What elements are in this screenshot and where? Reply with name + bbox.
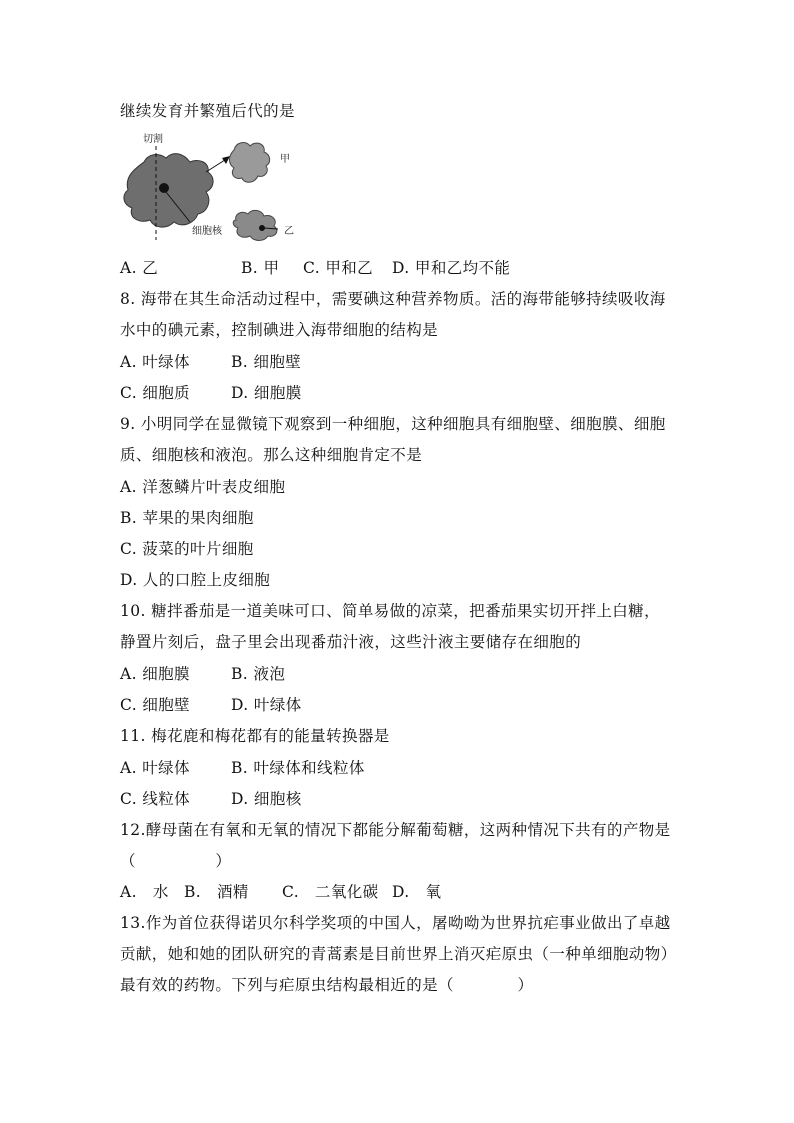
nucleus bbox=[159, 183, 169, 193]
cell-diagram bbox=[118, 132, 308, 244]
q13-line1: 13.作为首位获得诺贝尔科学奖项的中国人，屠呦呦为世界抗疟事业做出了卓越 bbox=[120, 914, 671, 932]
q7-option-c: C. 甲和乙 bbox=[303, 259, 374, 277]
q11-option-a: A. 叶绿体 bbox=[120, 759, 190, 777]
cell-b bbox=[233, 210, 277, 240]
q13-line2: 贡献，她和她的团队研究的青蒿素是目前世界上消灭疟原虫（一种单细胞动物） bbox=[120, 945, 677, 963]
q9-option-b: B. 苹果的果肉细胞 bbox=[120, 509, 254, 527]
label-nucleus: 细胞核 bbox=[192, 226, 222, 237]
q9-option-c: C. 菠菜的叶片细胞 bbox=[120, 540, 254, 558]
q12-line2: （ ） bbox=[120, 852, 232, 870]
q11-option-b: B. 叶绿体和线粒体 bbox=[231, 759, 365, 777]
q8-line2: 水中的碘元素，控制碘进入海带细胞的结构是 bbox=[120, 321, 439, 339]
q11-line1: 11. 梅花鹿和梅花都有的能量转换器是 bbox=[120, 727, 390, 745]
q8-option-c: C. 细胞质 bbox=[120, 384, 191, 402]
q12-option-b: B. 酒精 bbox=[184, 883, 249, 901]
q12-option-a: A. 水 bbox=[120, 883, 169, 901]
q7-option-a: A. 乙 bbox=[120, 259, 159, 277]
cell-cutting-figure bbox=[118, 132, 308, 244]
q10-line1: 10. 糖拌番茄是一道美味可口、简单易做的凉菜，把番茄果实切开拌上白糖， bbox=[120, 602, 660, 620]
q10-option-b: B. 液泡 bbox=[231, 665, 286, 683]
q9-line2: 质、细胞核和液泡。那么这种细胞肯定不是 bbox=[120, 446, 423, 464]
q9-line1: 9. 小明同学在显微镜下观察到一种细胞，这种细胞具有细胞壁、细胞膜、细胞 bbox=[120, 415, 666, 433]
q12-line1: 12.酵母菌在有氧和无氧的情况下都能分解葡萄糖，这两种情况下共有的产物是 bbox=[120, 821, 671, 839]
q10-option-d: D. 叶绿体 bbox=[231, 696, 302, 714]
q12-option-c: C. 二氧化碳 bbox=[282, 883, 379, 901]
label-cut: 切割 bbox=[143, 134, 163, 145]
q7-option-b: B. 甲 bbox=[241, 259, 280, 277]
q10-option-a: A. 细胞膜 bbox=[120, 665, 190, 683]
q9-option-d: D. 人的口腔上皮细胞 bbox=[120, 571, 271, 589]
q13-line3: 最有效的药物。下列与疟原虫结构最相近的是（ ） bbox=[120, 976, 534, 994]
label-b: 乙 bbox=[284, 226, 294, 237]
q10-option-c: C. 细胞壁 bbox=[120, 696, 191, 714]
q8-option-b: B. 细胞壁 bbox=[231, 353, 302, 371]
q12-option-d: D. 氧 bbox=[392, 883, 442, 901]
cell-a bbox=[230, 143, 270, 183]
q7-stem: 继续发育并繁殖后代的是 bbox=[120, 102, 295, 120]
label-a: 甲 bbox=[280, 154, 290, 165]
q11-option-c: C. 线粒体 bbox=[120, 790, 191, 808]
arrow-head bbox=[222, 156, 230, 164]
q7-option-d: D. 甲和乙均不能 bbox=[392, 259, 511, 277]
q8-option-d: D. 细胞膜 bbox=[231, 384, 302, 402]
q9-option-a: A. 洋葱鳞片叶表皮细胞 bbox=[120, 478, 286, 496]
q8-option-a: A. 叶绿体 bbox=[120, 353, 190, 371]
q11-option-d: D. 细胞核 bbox=[231, 790, 302, 808]
large-cell bbox=[124, 154, 213, 227]
q10-line2: 静置片刻后，盘子里会出现番茄汁液，这些汁液主要储存在细胞的 bbox=[120, 633, 582, 651]
q8-line1: 8. 海带在其生命活动过程中，需要碘这种营养物质。活的海带能够持续吸收海 bbox=[120, 290, 666, 308]
